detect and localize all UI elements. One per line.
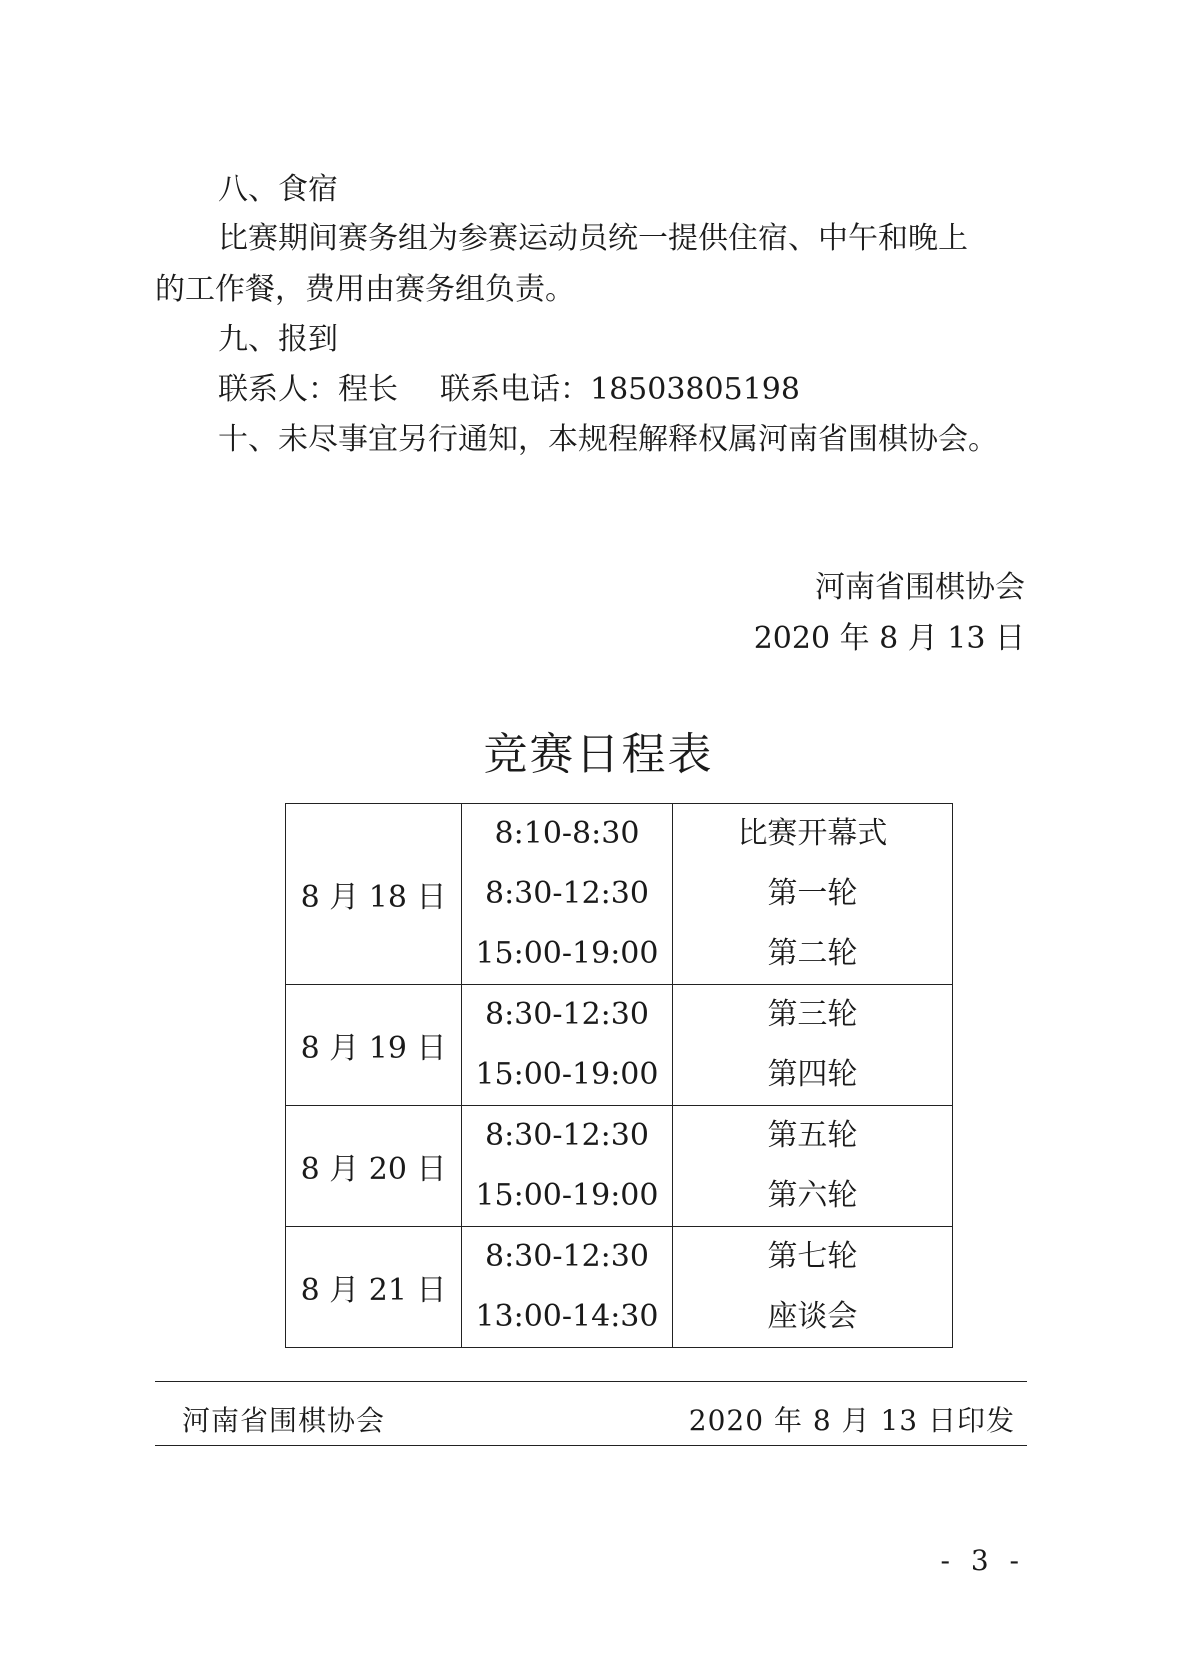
session-time: 13:00-14:30	[475, 1299, 659, 1334]
signature-date: 2020 年 8 月 13 日	[753, 621, 1025, 656]
session-event: 第四轮	[767, 1057, 858, 1092]
schedule-row	[286, 804, 953, 985]
session-event: 第七轮	[767, 1239, 858, 1274]
schedule-time-cell	[462, 1227, 673, 1348]
section8-text-line2: 的工作餐，费用由赛务组负责。	[155, 272, 575, 307]
session-event: 第三轮	[767, 997, 858, 1032]
schedule-row	[286, 1227, 953, 1348]
schedule-date: 8 月 18 日	[300, 880, 447, 915]
schedule-row	[286, 1106, 953, 1227]
section8-heading: 八、食宿	[218, 172, 338, 207]
schedule-date-cell	[286, 985, 462, 1106]
schedule-date-cell	[286, 804, 462, 985]
schedule-table	[285, 803, 953, 1348]
schedule-date: 8 月 21 日	[300, 1273, 447, 1308]
schedule-event-cell	[672, 985, 952, 1106]
section9-heading: 九、报到	[218, 322, 338, 357]
session-time: 8:30-12:30	[484, 1239, 649, 1274]
session-event: 第五轮	[767, 1118, 858, 1153]
section10-text: 十、未尽事宜另行通知，本规程解释权属河南省围棋协会。	[218, 422, 998, 457]
session-time: 8:30-12:30	[484, 1118, 649, 1153]
footer-top-rule	[155, 1381, 1027, 1382]
schedule-event-cell	[672, 804, 952, 985]
contact-phone: 联系电话：18503805198	[440, 372, 800, 407]
schedule-event-cell	[672, 1227, 952, 1348]
schedule-time-cell	[462, 985, 673, 1106]
section8-text-line1: 比赛期间赛务组为参赛运动员统一提供住宿、中午和晚上	[218, 221, 968, 256]
schedule-date: 8 月 19 日	[300, 1031, 447, 1066]
session-event: 第六轮	[767, 1178, 858, 1213]
session-event: 比赛开幕式	[737, 816, 888, 851]
footer-bottom-rule	[155, 1445, 1027, 1446]
session-time: 15:00-19:00	[475, 1057, 659, 1092]
session-time: 15:00-19:00	[475, 1178, 659, 1213]
session-event: 第二轮	[767, 936, 858, 971]
session-event: 第一轮	[767, 876, 858, 911]
session-time: 8:30-12:30	[484, 997, 649, 1032]
contact-person: 联系人：程长	[218, 372, 398, 407]
schedule-time-cell	[462, 804, 673, 985]
page-number: - 3 -	[940, 1544, 1025, 1577]
footer-issued-date: 2020 年 8 月 13 日印发	[688, 1404, 1015, 1437]
contact-line	[218, 370, 800, 410]
schedule-date-cell	[286, 1227, 462, 1348]
schedule-row	[286, 985, 953, 1106]
schedule-date: 8 月 20 日	[300, 1152, 447, 1187]
schedule-title: 竞赛日程表	[483, 729, 714, 780]
session-time: 8:10-8:30	[494, 816, 640, 851]
session-event: 座谈会	[767, 1299, 858, 1334]
signature-organization: 河南省围棋协会	[815, 570, 1025, 605]
footer-issuer: 河南省围棋协会	[182, 1404, 386, 1437]
session-time: 15:00-19:00	[475, 936, 659, 971]
session-time: 8:30-12:30	[484, 876, 649, 911]
schedule-time-cell	[462, 1106, 673, 1227]
schedule-event-cell	[672, 1106, 952, 1227]
schedule-date-cell	[286, 1106, 462, 1227]
